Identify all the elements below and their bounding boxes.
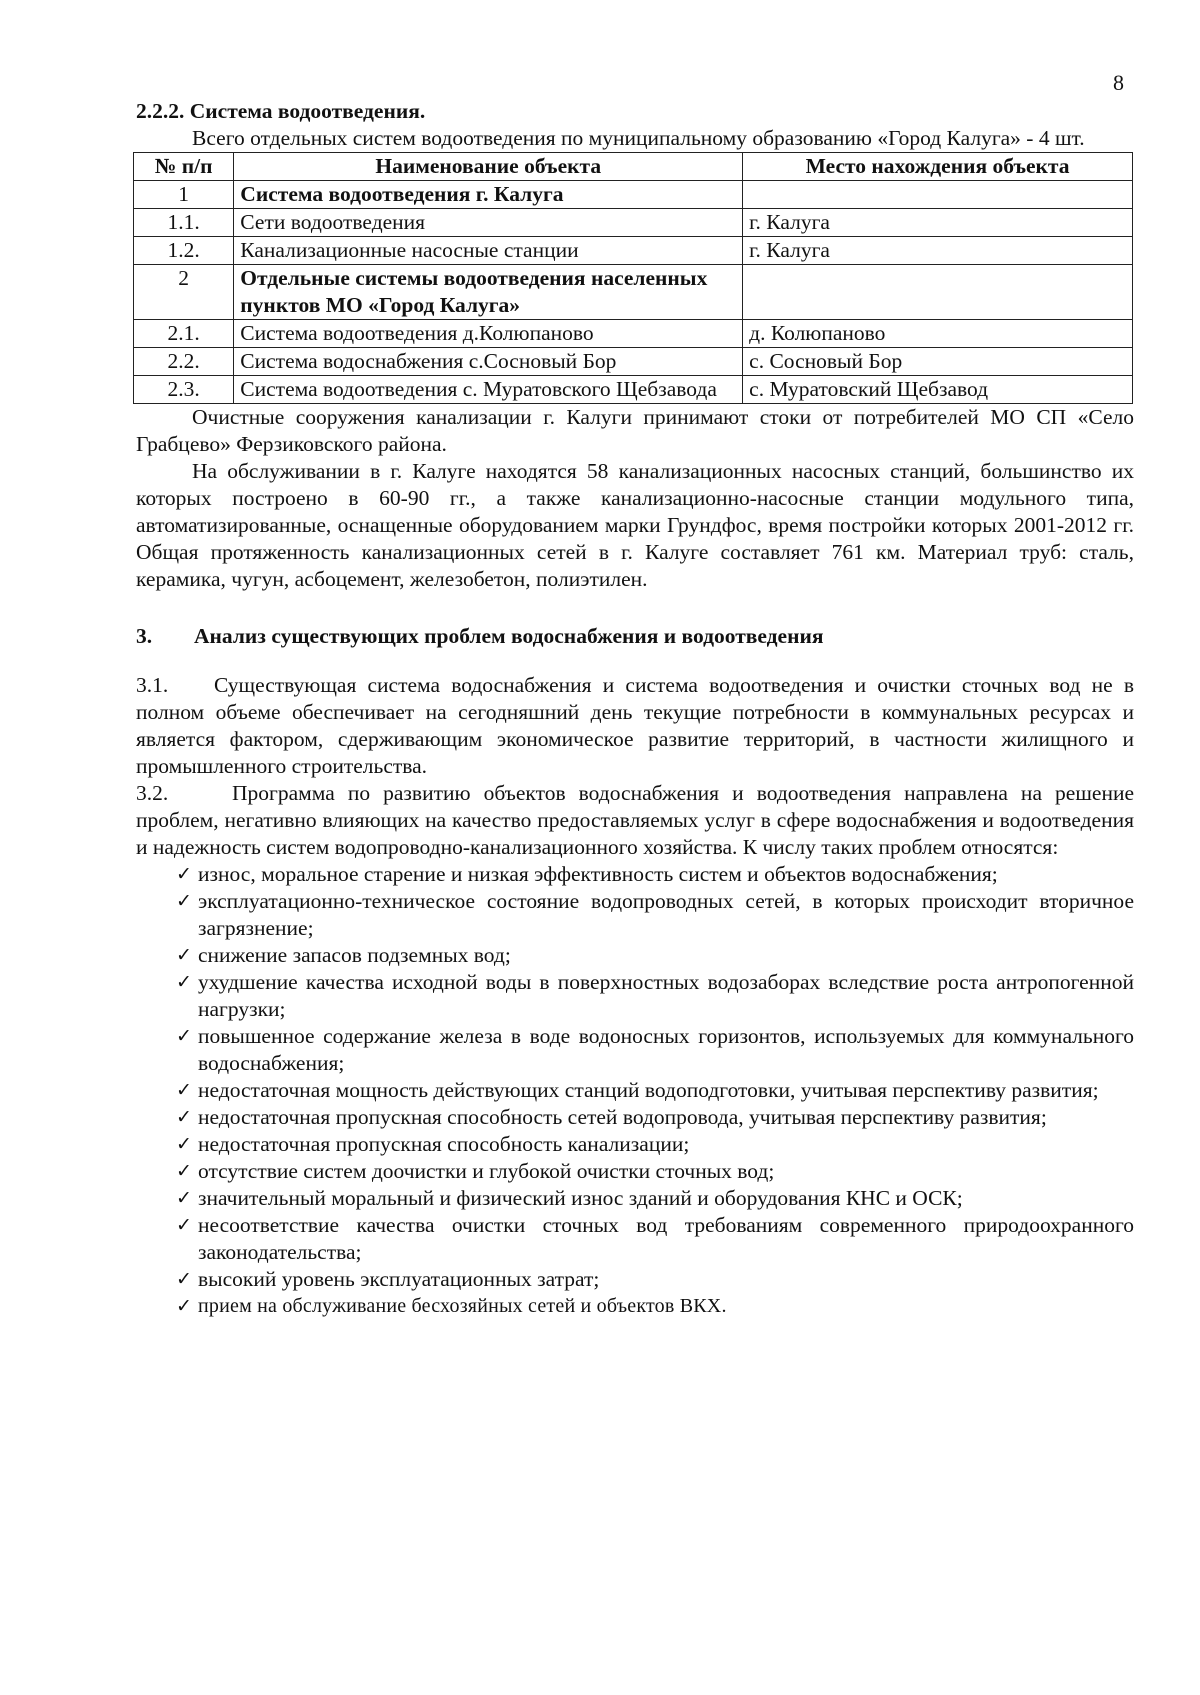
list-item: ✓ недостаточная пропускная способность канализации; xyxy=(176,1132,690,1156)
paragraph-treatment: Очистные сооружения канализации г. Калуги принимают стоки от потребителей МО СП «Село Грабцево» Ферзиковского района. xyxy=(136,405,1134,456)
checkmark-icon: ✓ xyxy=(176,891,192,912)
table-row xyxy=(134,348,1133,376)
row-place: с. Сосновый Бор xyxy=(743,348,1133,376)
problems-list xyxy=(136,861,1134,1320)
list-item: ✓ эксплуатационно-техническое состояние водопроводных сетей, в которых происходит вторичное загрязнение; xyxy=(176,889,1134,940)
row-place xyxy=(743,181,1133,209)
section-title: Анализ существующих проблем водоснабжения и водоотведения xyxy=(194,624,824,648)
row-name: Система водоотведения д.Колюпаново xyxy=(234,320,743,348)
checkmark-icon: ✓ xyxy=(176,1188,192,1209)
table-row xyxy=(134,237,1133,265)
table-row xyxy=(134,265,1133,320)
header-name: Наименование объекта xyxy=(234,153,743,181)
row-name: Система водоотведения с. Муратовского Щебзавода xyxy=(234,376,743,404)
checkmark-icon: ✓ xyxy=(176,1107,192,1128)
list-item: ✓ отсутствие систем доочистки и глубокой очистки сточных вод; xyxy=(176,1159,775,1183)
list-item: ✓ износ, моральное старение и низкая эффективность систем и объектов водоснабжения; xyxy=(176,862,998,886)
checkmark-icon: ✓ xyxy=(176,1026,192,1047)
row-number: 1.1. xyxy=(134,209,234,237)
header-place: Место нахождения объекта xyxy=(743,153,1133,181)
list-item: ✓ недостаточная мощность действующих станций водоподготовки, учитывая перспективу развития; xyxy=(176,1078,1099,1102)
table-row xyxy=(134,209,1133,237)
row-name: Система водоотведения г. Калуга xyxy=(234,181,743,209)
table-row xyxy=(134,181,1133,209)
row-name: Отдельные системы водоотведения населенных пунктов МО «Город Калуга» xyxy=(234,265,743,320)
table-row xyxy=(134,376,1133,404)
paragraph-number: 3.2. xyxy=(136,781,169,805)
checkmark-icon: ✓ xyxy=(176,1269,192,1290)
list-item: ✓ ухудшение качества исходной воды в поверхностных водозаборах вследствие роста антропогенной нагрузки; xyxy=(176,970,1134,1021)
table-header-row xyxy=(134,153,1133,181)
checkmark-icon: ✓ xyxy=(176,1080,192,1101)
header-number: № п/п xyxy=(134,153,234,181)
row-name: Канализационные насосные станции xyxy=(234,237,743,265)
row-number: 2.3. xyxy=(134,376,234,404)
paragraph-pump-stations: На обслуживании в г. Калуге находятся 58 канализационных насосных станций, большинство их которых построено в 60-90 гг., а также канализационно-насосные станции модульного типа, автоматизированные, оснащенные оборудованием марки Грундфос, время постройки которых 2001-2012 гг. Общая протяженность канализационных сетей в г. Калуге составляет 761 км. Материал труб: сталь, керамика, чугун, асбоцемент, железобетон, полиэтилен. xyxy=(136,459,1134,591)
list-item: ✓ значительный моральный и физический износ зданий и оборудования КНС и ОСК; xyxy=(176,1186,963,1210)
checkmark-icon: ✓ xyxy=(176,945,192,966)
page-number: 8 xyxy=(1113,70,1124,95)
row-place: г. Калуга xyxy=(743,209,1133,237)
row-place: с. Муратовский Щебзавод xyxy=(743,376,1133,404)
paragraph-3-1 xyxy=(136,672,1134,780)
row-place: д. Колюпаново xyxy=(743,320,1133,348)
checkmark-icon: ✓ xyxy=(176,1215,192,1236)
section-heading-3 xyxy=(136,623,1134,650)
list-item: ✓ снижение запасов подземных вод; xyxy=(176,943,511,967)
section-intro: Всего отдельных систем водоотведения по муниципальному образованию «Город Калуга» - 4 шт. xyxy=(192,126,1085,150)
list-item: ✓ прием на обслуживание бесхозяйных сетей и объектов ВКХ. xyxy=(176,1293,1134,1320)
row-name: Система водоснабжения с.Сосновый Бор xyxy=(234,348,743,376)
row-place xyxy=(743,265,1133,320)
list-item: ✓ несоответствие качества очистки сточных вод требованиям современного природоохранного законодательства; xyxy=(176,1213,1134,1264)
row-place: г. Калуга xyxy=(743,237,1133,265)
row-number: 2.2. xyxy=(134,348,234,376)
checkmark-icon: ✓ xyxy=(176,1296,192,1317)
paragraph-text: Существующая система водоснабжения и система водоотведения и очистки сточных вод не в полном объеме обеспечивает на сегодняшний день текущие потребности в коммунальных ресурсах и является фактором, сдерживающим экономическое развитие территорий, в частности жилищного и промышленного строительства. xyxy=(136,673,1134,778)
objects-table xyxy=(133,152,1133,404)
paragraph-text: Программа по развитию объектов водоснабжения и водоотведения направлена на решение проблем, негативно влияющих на качество предоставляемых услуг в сфере водоснабжения и водоотведения и надежность систем водопроводно-канализационного хозяйства. К числу таких проблем относятся: xyxy=(136,781,1134,859)
section-number: 3. xyxy=(136,624,153,648)
row-number: 1 xyxy=(134,181,234,209)
paragraph-3-2 xyxy=(136,780,1134,861)
section-heading-2-2-2: 2.2.2. Система водоотведения. xyxy=(136,99,426,123)
row-name: Сети водоотведения xyxy=(234,209,743,237)
paragraph-number: 3.1. xyxy=(136,673,169,697)
checkmark-icon: ✓ xyxy=(176,972,192,993)
checkmark-icon: ✓ xyxy=(176,864,192,885)
list-item: ✓ повышенное содержание железа в воде водоносных горизонтов, используемых для коммунального водоснабжения; xyxy=(176,1024,1134,1075)
table-row xyxy=(134,320,1133,348)
list-item: ✓ высокий уровень эксплуатационных затрат; xyxy=(176,1267,600,1291)
checkmark-icon: ✓ xyxy=(176,1161,192,1182)
row-number: 2 xyxy=(134,265,234,320)
checkmark-icon: ✓ xyxy=(176,1134,192,1155)
row-number: 2.1. xyxy=(134,320,234,348)
list-item: ✓ недостаточная пропускная способность сетей водопровода, учитывая перспективу развития; xyxy=(176,1105,1047,1129)
row-number: 1.2. xyxy=(134,237,234,265)
document-body xyxy=(136,98,1134,1320)
